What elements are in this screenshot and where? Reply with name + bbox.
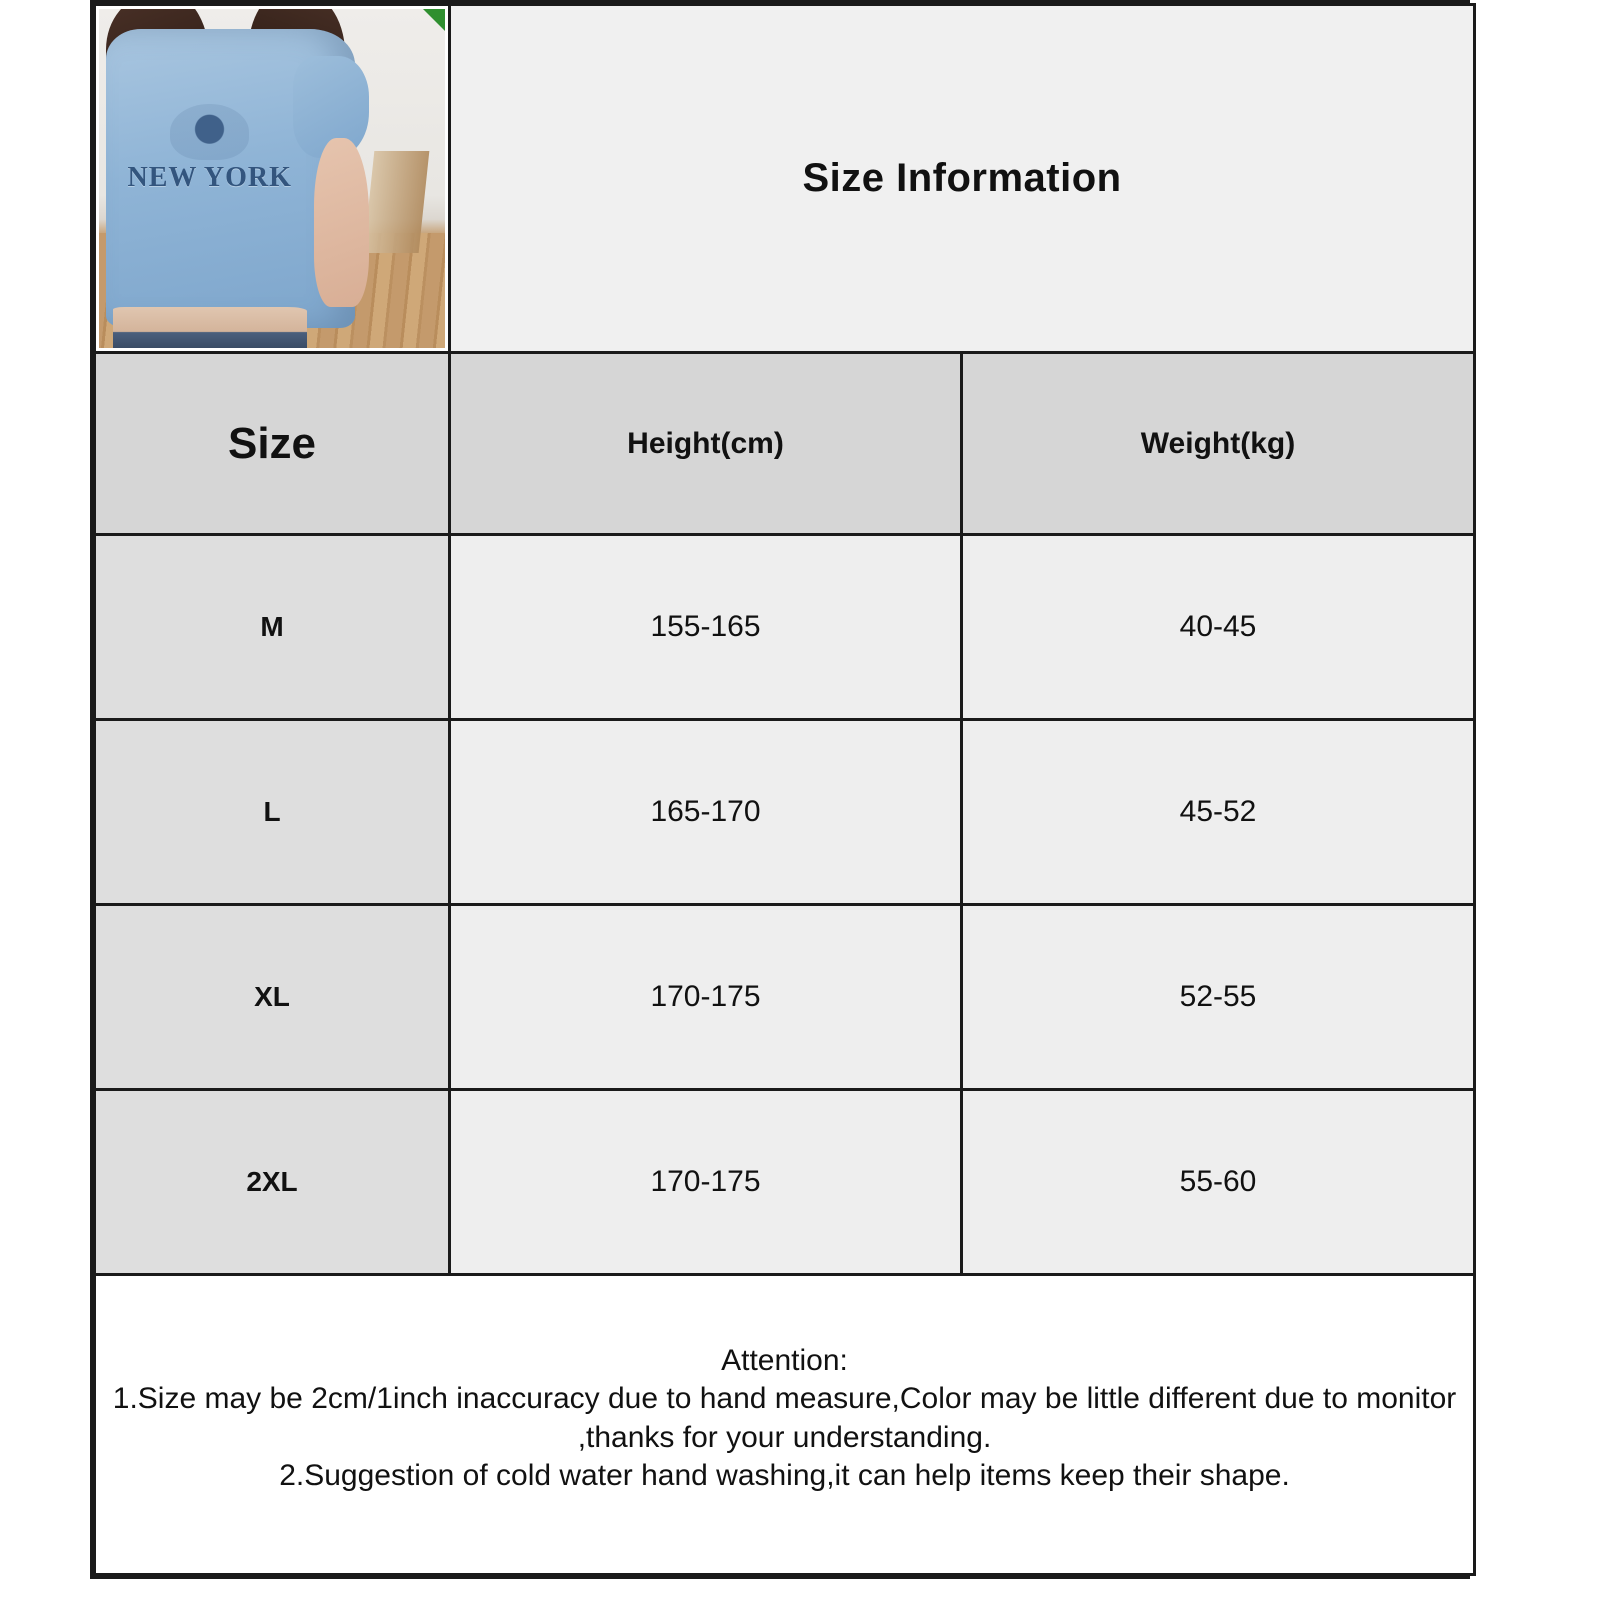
attention-line-2: 2.Suggestion of cold water hand washing,it can help items keep their shape. <box>279 1458 1290 1492</box>
photo-furniture <box>364 151 430 253</box>
cell-size: 2XL <box>95 1090 450 1275</box>
header-weight: Weight(kg) <box>962 353 1475 535</box>
table-row <box>95 1090 1475 1275</box>
shirt-emblem-icon <box>170 104 249 160</box>
product-photo <box>99 9 445 348</box>
header-size: Size <box>95 353 450 535</box>
attention-row <box>95 1275 1475 1575</box>
cell-weight: 52-55 <box>962 905 1475 1090</box>
cell-weight: 45-52 <box>962 720 1475 905</box>
card-title: Size Information <box>450 5 1475 353</box>
table-header-row <box>95 353 1475 535</box>
shirt-print-text: NEW YORK <box>127 162 292 194</box>
product-photo-cell <box>95 5 450 353</box>
table-row <box>95 535 1475 720</box>
photo-model-waist <box>113 307 307 348</box>
cell-weight: 40-45 <box>962 535 1475 720</box>
cell-size: XL <box>95 905 450 1090</box>
table-row <box>95 720 1475 905</box>
cell-weight: 55-60 <box>962 1090 1475 1275</box>
size-information-card <box>90 0 1470 1579</box>
attention-heading: Attention: <box>721 1343 848 1377</box>
photo-shirt-print <box>120 104 300 226</box>
cell-height: 165-170 <box>450 720 962 905</box>
green-corner-marker-icon <box>421 9 445 33</box>
attention-line-1: 1.Size may be 2cm/1inch inaccuracy due to hand measure,Color may be little different due to monitor ,thanks for your understanding. <box>112 1382 1457 1454</box>
attention-block <box>95 1275 1475 1575</box>
title-row <box>95 5 1475 353</box>
cell-height: 155-165 <box>450 535 962 720</box>
cell-size: M <box>95 535 450 720</box>
table-row <box>95 905 1475 1090</box>
photo-model-arm <box>314 138 369 308</box>
cell-height: 170-175 <box>450 905 962 1090</box>
size-information-table <box>93 3 1476 1576</box>
header-height: Height(cm) <box>450 353 962 535</box>
cell-size: L <box>95 720 450 905</box>
cell-height: 170-175 <box>450 1090 962 1275</box>
